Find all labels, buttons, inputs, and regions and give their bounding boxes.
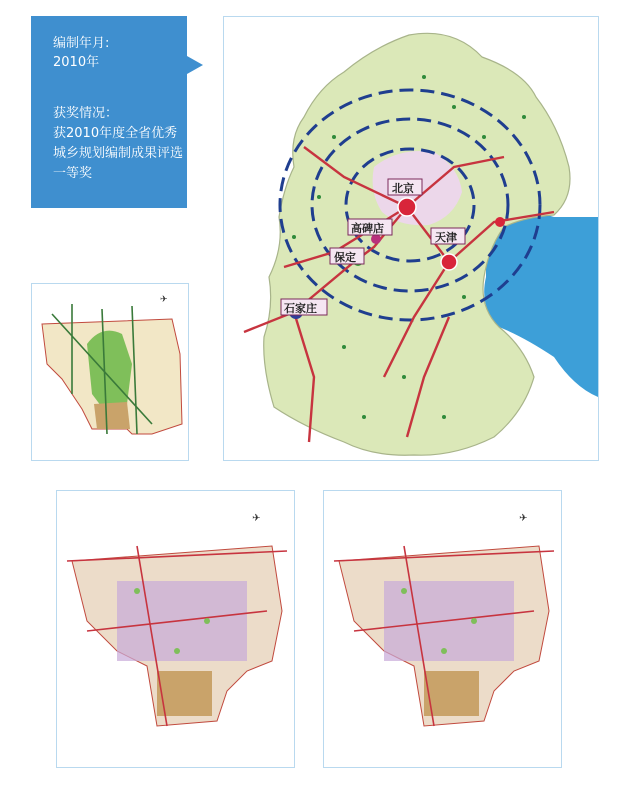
award-block [53,104,183,184]
date-label: 编制年月: [53,36,110,51]
qinhuangdao-marker [495,217,505,227]
label-beijing: 北京 [392,182,414,195]
label-tianjin: 天津 [435,231,457,244]
award-label: 获奖情况： [53,106,119,121]
county-map-1 [32,284,188,460]
label-baoding: 保定 [334,251,356,264]
svg-text:✈: ✈ [160,295,168,305]
county-map-frame-2 [56,490,295,768]
svg-text:✈: ✈ [252,513,261,524]
county-map-frame-3 [323,490,562,768]
date-block [53,34,109,72]
tianjin-marker [441,254,457,270]
county-map-2 [57,491,294,767]
award-text: 获2010年度全省优秀城乡规划编制成果评选一等奖 [53,126,184,181]
svg-text:✈: ✈ [519,513,528,524]
beijing-marker [398,198,416,216]
info-callout [31,16,187,208]
regional-map [224,17,598,460]
label-shijiazhuang: 石家庄 [284,302,317,315]
county-map-frame-1 [31,283,189,461]
date-value: 2010年 [53,55,100,70]
label-gaobeidian: 高碑店 [351,222,384,235]
regional-map-frame [223,16,599,461]
county-map-3 [324,491,561,767]
